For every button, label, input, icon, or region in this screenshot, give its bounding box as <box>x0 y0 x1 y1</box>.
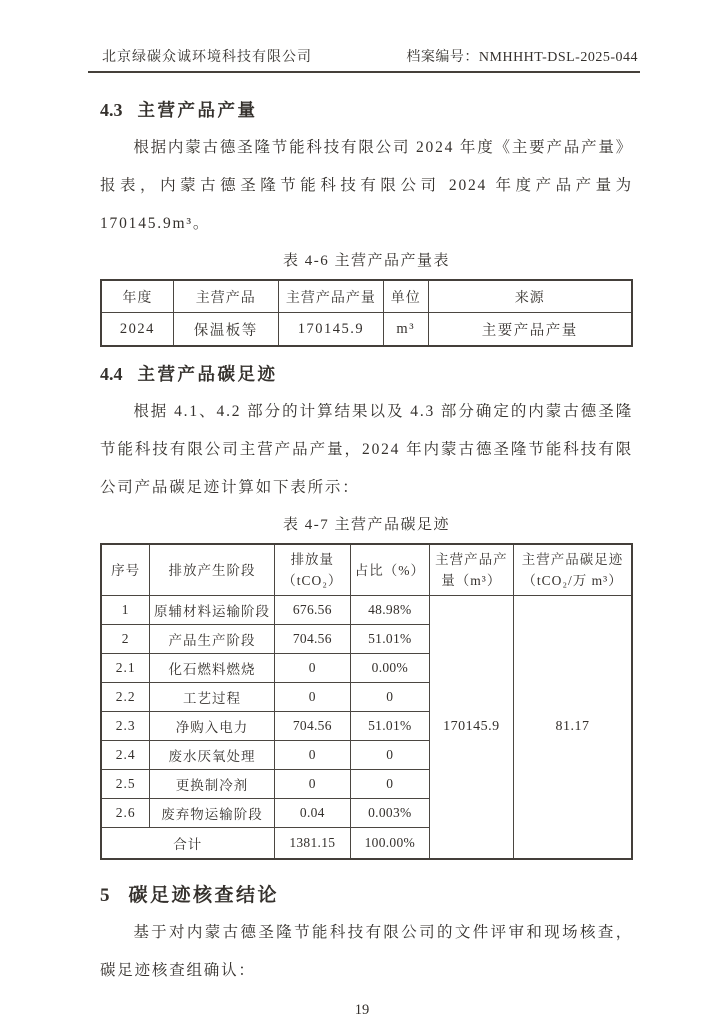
page-content <box>100 97 633 990</box>
t47-share: 0 <box>351 683 430 712</box>
t47-total-emission: 1381.15 <box>274 828 350 860</box>
t47-header-stage: 排放产生阶段 <box>150 544 274 596</box>
section-5-title: 碳足迹核查结论 <box>128 885 280 906</box>
t46-cell-source: 主要产品产量 <box>428 313 632 347</box>
table-row <box>101 596 632 625</box>
t47-stage: 化石燃料燃烧 <box>150 654 274 683</box>
t47-no: 2.1 <box>101 654 150 683</box>
t47-stage: 原辅材料运输阶段 <box>150 596 274 625</box>
section-5-paragraph: 基于对内蒙古德圣隆节能科技有限公司的文件评审和现场核查，碳足迹核查组确认： <box>100 924 633 979</box>
section-4-4-number: 4.4 <box>100 364 123 384</box>
t47-share: 51.01% <box>351 712 430 741</box>
t47-stage: 产品生产阶段 <box>150 625 274 654</box>
table-4-6 <box>100 279 633 347</box>
t46-cell-unit: m³ <box>383 313 428 347</box>
t47-emission: 704.56 <box>274 625 350 654</box>
t46-cell-year: 2024 <box>101 313 173 347</box>
t46-cell-product: 保温板等 <box>173 313 278 347</box>
doc-number-label: 档案编号： <box>406 50 479 65</box>
table-4-7-header-row <box>101 544 632 596</box>
section-4-4-title: 主营产品碳足迹 <box>137 364 278 384</box>
t47-stage: 更换制冷剂 <box>150 770 274 799</box>
page-header <box>88 46 640 73</box>
table-4-6-data-row <box>101 313 632 347</box>
header-company-name: 北京绿碳众诚环境科技有限公司 <box>102 50 312 65</box>
t47-emission: 0 <box>274 683 350 712</box>
t46-cell-output: 170145.9 <box>278 313 383 347</box>
t47-emission: 0 <box>274 770 350 799</box>
t46-header-product: 主营产品 <box>173 280 278 313</box>
t46-header-year: 年度 <box>101 280 173 313</box>
t47-share: 0 <box>351 770 430 799</box>
t47-no: 2.6 <box>101 799 150 828</box>
section-4-3-title: 主营产品产量 <box>137 100 258 120</box>
t46-header-source: 来源 <box>428 280 632 313</box>
t47-merged-production-volume: 170145.9 <box>429 596 513 860</box>
t47-total-share: 100.00% <box>351 828 430 860</box>
t47-emission: 0 <box>274 741 350 770</box>
t47-share: 51.01% <box>351 625 430 654</box>
t46-header-output: 主营产品产量 <box>278 280 383 313</box>
t47-stage: 废弃物运输阶段 <box>150 799 274 828</box>
t47-emission: 0.04 <box>274 799 350 828</box>
t47-header-share: 占比（%） <box>351 544 430 596</box>
t47-merged-footprint: 81.17 <box>514 596 632 860</box>
section-4-4-heading <box>100 361 633 386</box>
table-4-7-caption: 表 4-7 主营产品碳足迹 <box>283 517 450 533</box>
t47-header-footprint: 主营产品碳足迹 （tCO₂/万 m³） <box>514 544 632 596</box>
doc-number-value: NMHHHT-DSL-2025-044 <box>478 50 638 65</box>
t47-no: 2.3 <box>101 712 150 741</box>
t47-no: 2.2 <box>101 683 150 712</box>
table-4-7 <box>100 543 633 860</box>
table-4-6-caption: 表 4-6 主营产品产量表 <box>283 253 450 269</box>
section-4-3-heading <box>100 97 633 122</box>
header-doc-number <box>406 46 638 66</box>
section-5-number: 5 <box>100 885 110 906</box>
t47-header-no: 序号 <box>101 544 150 596</box>
t47-stage: 工艺过程 <box>150 683 274 712</box>
section-4-3-number: 4.3 <box>100 100 123 120</box>
section-5-heading <box>100 880 633 907</box>
section-4-3-paragraph: 根据内蒙古德圣隆节能科技有限公司 2024 年度《主要产品产量》报表，内蒙古德圣隆节能科技有限公司 2024 年度产品产量为 170145.9m³。 <box>100 139 633 232</box>
t47-header-emission: 排放量 （tCO₂） <box>274 544 350 596</box>
t47-no: 2.4 <box>101 741 150 770</box>
t47-header-volume: 主营产品产 量（m³） <box>429 544 513 596</box>
t47-emission: 704.56 <box>274 712 350 741</box>
t47-stage: 废水厌氧处理 <box>150 741 274 770</box>
t47-share: 48.98% <box>351 596 430 625</box>
t47-emission: 676.56 <box>274 596 350 625</box>
t47-emission: 0 <box>274 654 350 683</box>
t46-header-unit: 单位 <box>383 280 428 313</box>
section-4-4-paragraph: 根据 4.1、4.2 部分的计算结果以及 4.3 部分确定的内蒙古德圣隆节能科技有限公司主营产品产量，2024 年内蒙古德圣隆节能科技有限公司产品碳足迹计算如下表所示： <box>100 403 633 496</box>
t47-share: 0.003% <box>351 799 430 828</box>
t47-stage: 净购入电力 <box>150 712 274 741</box>
t47-no: 2.5 <box>101 770 150 799</box>
t47-share: 0 <box>351 741 430 770</box>
t47-no: 1 <box>101 596 150 625</box>
table-4-6-header-row <box>101 280 632 313</box>
t47-no: 2 <box>101 625 150 654</box>
page-number: 19 <box>354 1002 370 1018</box>
t47-total-label: 合计 <box>101 828 274 860</box>
t47-share: 0.00% <box>351 654 430 683</box>
